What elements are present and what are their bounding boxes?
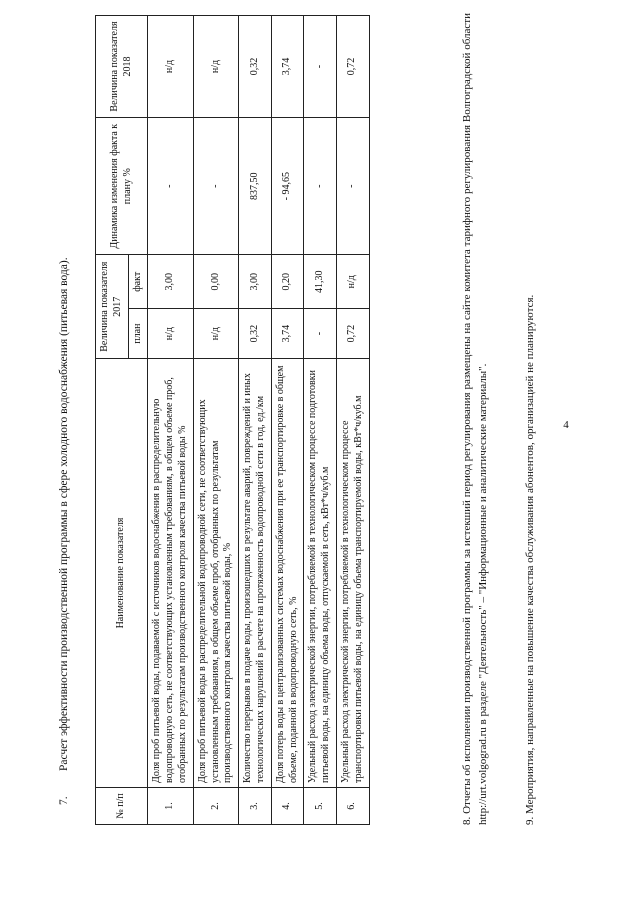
section-7-title: Расчет эффективности производственной программы в сфере холодного водоснабжения (питьевая вода). (58, 257, 70, 771)
header-dynamics: Динамика изменения факта к плану % (96, 118, 148, 255)
table-row (239, 16, 272, 825)
header-value-2018: Величина показателя 2018 (96, 16, 148, 118)
indicator-name: Доля проб питьевой воды в распределительной водопроводной сети, не соответствующих установленным требованиям, в общем объеме проб, отобранных по результатам производственного контроля качества питьевой воды, % (193, 359, 238, 788)
dynamics-value: - 94,65 (271, 118, 304, 255)
header-fact: факт (128, 255, 148, 309)
value-2018: - (304, 16, 337, 118)
efficiency-table (95, 15, 370, 825)
plan-value: 0,32 (239, 309, 272, 359)
page-number: 4 (563, 419, 569, 431)
value-2018: 0,32 (239, 16, 272, 118)
fact-value: 0,00 (193, 255, 238, 309)
value-2018: н/д (193, 16, 238, 118)
indicator-name: Удельный расход электрической энергии, потребляемой в технологическом процессе подготовки питьевой воды, на единицу объема воды, отпускаемой в сеть, кВт*ч/куб.м (304, 359, 337, 788)
header-num: № п/п (96, 788, 148, 825)
row-number: 4. (271, 788, 304, 825)
indicator-name: Количество перерывов в подаче воды, произошедших в результате аварий, повреждений и иных технологических нарушений в расчете на протяженность водопроводной сети в год, ед./км (239, 359, 272, 788)
plan-value: 0,72 (336, 309, 369, 359)
header-plan: план (128, 309, 148, 359)
value-2018: н/д (148, 16, 193, 118)
dynamics-value: - (336, 118, 369, 255)
fact-value: 41,30 (304, 255, 337, 309)
table-row (336, 16, 369, 825)
value-2018: 3,74 (271, 16, 304, 118)
row-number: 6. (336, 788, 369, 825)
fact-value: 0,20 (271, 255, 304, 309)
table-row (193, 16, 238, 825)
fact-value: н/д (336, 255, 369, 309)
plan-value: н/д (148, 309, 193, 359)
table-row (304, 16, 337, 825)
plan-value: - (304, 309, 337, 359)
row-number: 1. (148, 788, 193, 825)
dynamics-value: - (148, 118, 193, 255)
dynamics-value: - (193, 118, 238, 255)
fact-value: 3,00 (239, 255, 272, 309)
section-8-paragraph: 8. Отчеты об исполнении производственной программы за истекший период регулирования размещены на сайте комитета тарифного регулирования Волгоградской области http://urt.volgograd.ru в разделе "Деятельность" – "Информационные и аналитические материалы". (461, 13, 489, 825)
indicator-name: Доля потерь воды в централизованных системах водоснабжения при ее транспортировке в общем объеме, поданной в водопроводную сеть, % (271, 359, 304, 788)
table-row (148, 16, 193, 825)
indicator-name: Удельный расход электрической энергии, потребляемой в технологическом процессе транспортировки питьевой воды, на единицу объема транспортируемой воды, кВт*ч/куб.м (336, 359, 369, 788)
row-number: 5. (304, 788, 337, 825)
section-7-heading (58, 257, 70, 805)
section-7-number: 7. (58, 796, 70, 805)
dynamics-value: - (304, 118, 337, 255)
section-9-paragraph: 9. Мероприятия, направленные на повышение качества обслуживания абонентов, организацией не планируются. (524, 294, 536, 825)
value-2018: 0,72 (336, 16, 369, 118)
dynamics-value: 837,50 (239, 118, 272, 255)
header-name: Наименование показателя (96, 359, 148, 788)
fact-value: 3,00 (148, 255, 193, 309)
plan-value: н/д (193, 309, 238, 359)
row-number: 3. (239, 788, 272, 825)
plan-value: 3,74 (271, 309, 304, 359)
header-value-2017: Величина показателя 2017 (96, 255, 129, 359)
table-row (271, 16, 304, 825)
row-number: 2. (193, 788, 238, 825)
indicator-name: Доля проб питьевой воды, подаваемой с источников водоснабжения в распределительную водопроводную сеть, не соответствующих установленным требованиям, в общем объеме проб, отобранных по результатам производственного контроля качества питьевой воды % (148, 359, 193, 788)
